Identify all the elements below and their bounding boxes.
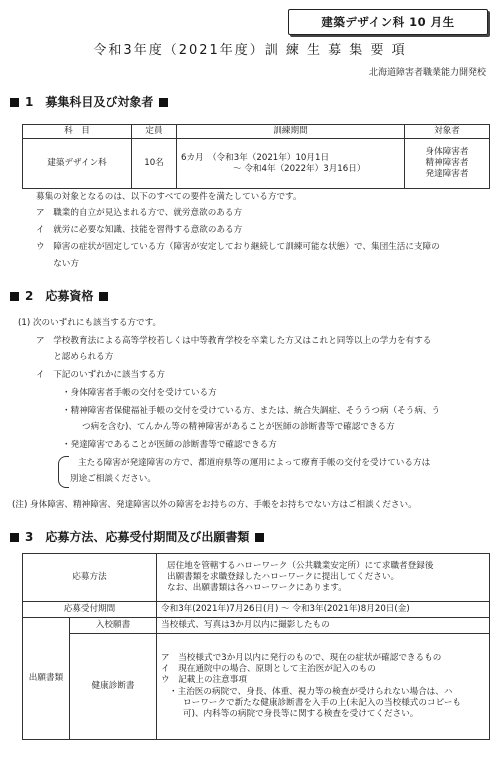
method-label: 応募方法 (23, 554, 157, 602)
target-list: 身体障害者 精神障害者 発達障害者 (405, 139, 490, 189)
application-form-text: 当校様式、写真は3か月以内に撮影したもの (157, 618, 490, 634)
page-title: 令和3年度（2021年度）訓 練 生 募 集 要 項 (93, 43, 407, 58)
bracket-note-1: 主たる障害が発達障害の方で、都道府県等の運用によって療育手帳の交付を受けている方は (78, 458, 431, 468)
square-icon (159, 98, 168, 107)
section3-heading: 3 応募方法、応募受付期間及び出願書類 (10, 530, 264, 546)
eligibility-lead: (1) 次のいずれにも該当する方です。 (18, 318, 162, 328)
requirement-i: イ 就労に必要な知識、技能を習得する意欲のある方 (36, 225, 243, 235)
square-icon (10, 533, 19, 542)
square-icon (255, 533, 264, 542)
docs-label: 出願書類 (23, 618, 70, 740)
eligibility-note: (注) 身体障害、精神障害、発達障害以外の障害をお持ちの方、手帳をお持ちでない方はご相談ください。 (12, 500, 417, 510)
organization-name: 北海道障害者職業能力開発校 (368, 68, 486, 78)
eligibility-a: ア 学校教育法による高等学校若しくは中等教育学校を卒業した方又はこれと同等以上の学力を有する (36, 336, 432, 346)
capacity: 10名 (132, 139, 177, 189)
col-target: 対象者 (405, 125, 490, 139)
period-text: 令和3年(2021年)7月26日(月) ～ 令和3年(2021年)8月20日(金) (157, 602, 490, 618)
health-cert-label: 健康診断書 (70, 634, 157, 740)
requirements-intro: 募集の対象となるのは、以下のすべての要件を満たしている方です。 (36, 192, 302, 202)
method-text: 居住地を管轄するハローワーク（公共職業安定所）にて求職者登録後 出願書類を求職登録したハローワークに提出してください。 なお、出願書類は各ハローワークにあります。 (157, 554, 490, 602)
eligibility-bullet-3: ・ 発達障害であることが医師の診断書等で確認できる方 (62, 440, 277, 451)
course-name: 建築デザイン科 (23, 139, 132, 189)
eligibility-bullet-2-cont: つ病を含む)、てんかん等の精神障害があることが医師の診断書等で確認できる方 (82, 422, 395, 432)
course-table (22, 124, 490, 189)
eligibility-bullet-2: ・ 精神障害者保健福祉手帳の交付を受けている方、または、統合失調症、そううつ病（そう病、う (62, 406, 440, 417)
course-badge: 建築デザイン科 10 月生 (288, 9, 488, 35)
col-capacity: 定員 (132, 125, 177, 139)
requirement-a: ア 職業的自立が見込まれる方で、就労意欲のある方 (36, 208, 243, 218)
square-icon (10, 98, 19, 107)
section1-heading: 1 募集科目及び対象者 (10, 95, 168, 111)
col-period: 訓練期間 (177, 125, 405, 139)
period-label: 応募受付期間 (23, 602, 157, 618)
col-course: 科 目 (23, 125, 132, 139)
application-form-label: 入校願書 (70, 618, 157, 634)
bracket-note-2: 別途ご相談ください。 (70, 474, 156, 484)
section2-heading: 2 応募資格 (10, 289, 108, 305)
eligibility-i: イ 下記のいずれかに該当する方 (36, 370, 165, 380)
bracket (58, 456, 69, 488)
eligibility-a-cont: と認められる方 (36, 352, 114, 362)
application-table (22, 553, 490, 740)
health-cert-text: ア 当校様式で3か月以内に発行のもので、現在の症状が確認できるもの イ 現在通院中の場合、原則として主治医が記入のもの ウ 記載上の注意事項 ・ 主治医の病院で、身長、体重、視力等の検査が受けられない場合は、ハ ローワークで新たな健康診断書を入手の上(未記入の当校様式のコピーも 可)、内科等の病院で身長等に関する検査を受けてください。 (157, 634, 490, 740)
square-icon (99, 292, 108, 301)
requirement-u-cont: ない方 (36, 259, 79, 269)
training-period: 6カ月 （令和3年（2021年）10月1日 ～ 令和4年（2022年）3月16日） (177, 139, 405, 189)
requirement-u: ウ 障害の症状が固定している方（障害が安定しており継続して訓練可能な状態）で、集団生活に支障の (36, 242, 440, 252)
square-icon (10, 292, 19, 301)
eligibility-bullet-1: ・ 身体障害者手帳の交付を受けている方 (62, 388, 217, 399)
